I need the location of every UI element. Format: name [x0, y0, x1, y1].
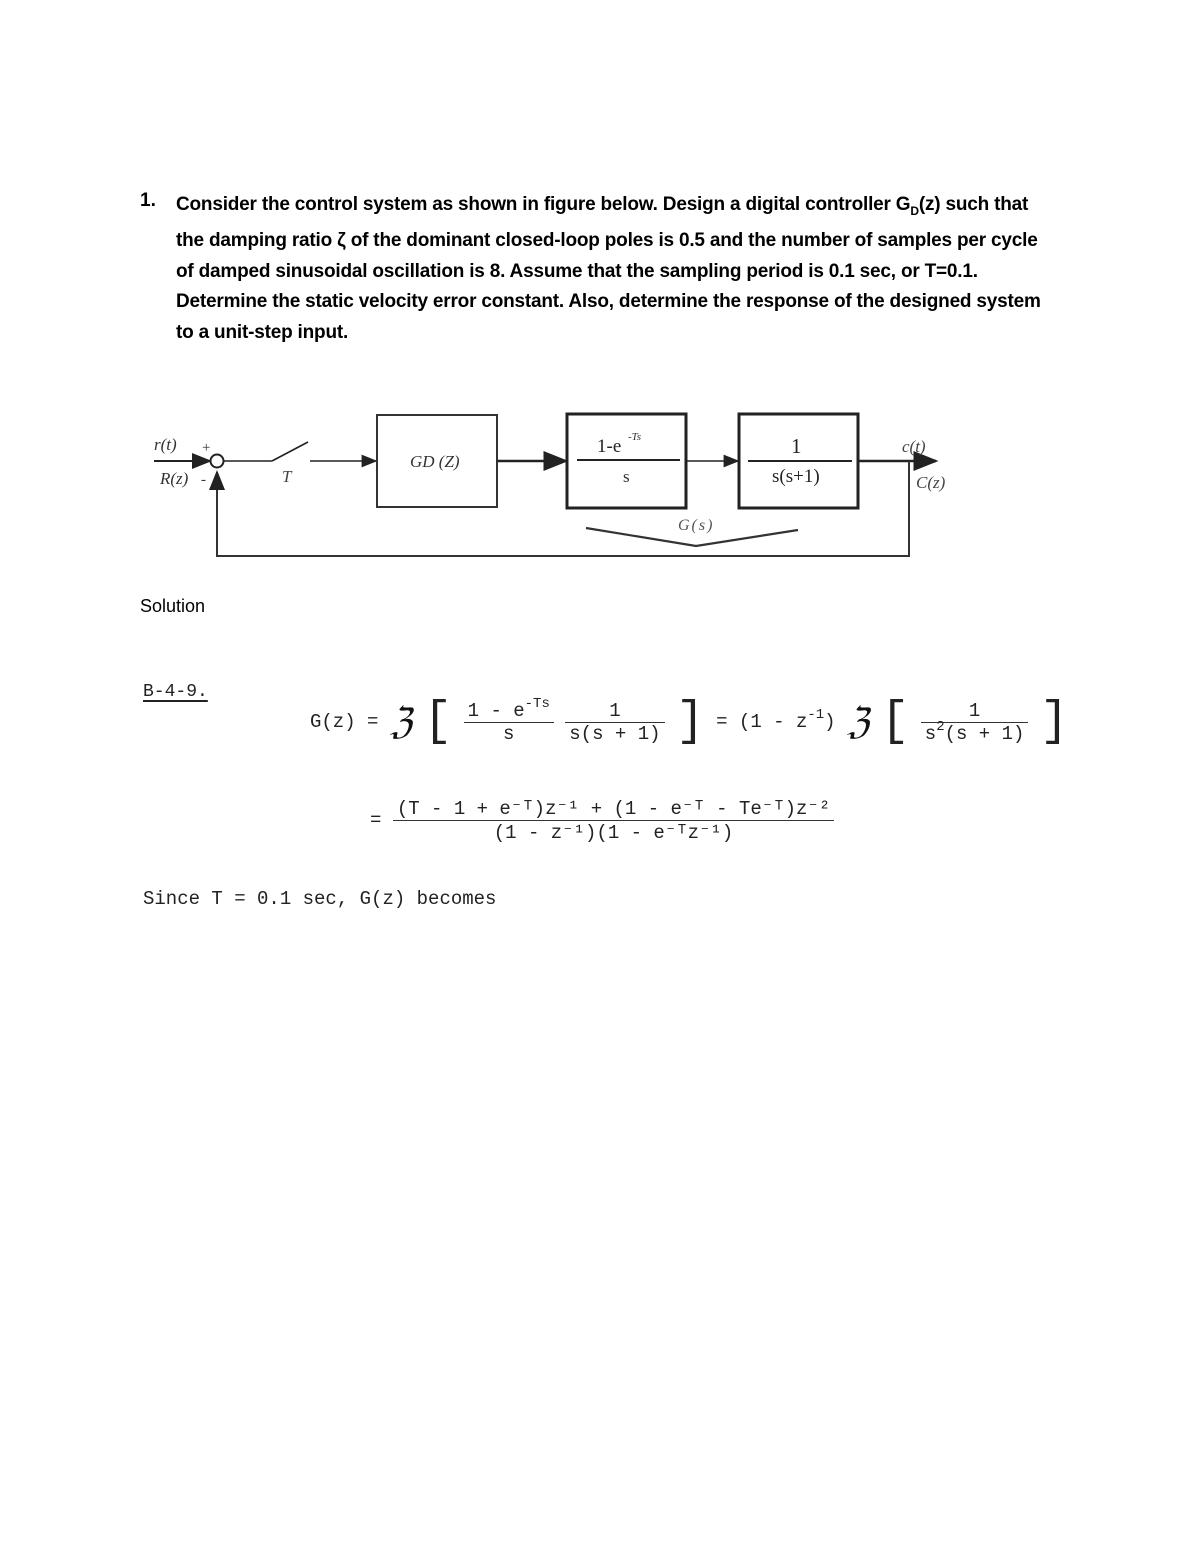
eq1-frac1-num: 1 - e — [467, 699, 525, 722]
sampler-period-label: T — [282, 467, 292, 486]
zoh-numerator-exponent: -Ts — [628, 431, 642, 443]
z-transform-symbol-2: ℨ — [846, 701, 870, 743]
problem-text — [176, 190, 1066, 348]
eq2-numerator: (T - 1 + e⁻ᵀ)z⁻¹ + (1 - e⁻ᵀ - Te⁻ᵀ)z⁻² — [393, 797, 834, 821]
eq2-equals: = — [370, 809, 382, 832]
eq1-mid-exp: -1 — [807, 707, 825, 724]
left-bracket-2: [ — [880, 695, 910, 749]
problem-line-5: to a unit-step input. — [176, 321, 349, 343]
problem-line-2: the damping ratio ζ of the dominant closed-loop poles is 0.5 and the number of samples per cycle — [176, 230, 1038, 252]
eq1-fraction-3 — [921, 700, 1029, 745]
equation-2 — [370, 797, 834, 844]
plus-sign: + — [202, 440, 211, 456]
z-transform-symbol: ℨ — [389, 701, 413, 743]
eq2-fraction — [393, 797, 834, 844]
zoh-numerator: 1-e — [597, 436, 622, 457]
controller-label: GD (Z) — [410, 452, 460, 471]
problem-line-1-subscript: D — [910, 203, 919, 218]
problem-line-4: Determine the static velocity error constant. Also, determine the response of the designed system — [176, 291, 1041, 313]
group-label: G(s) — [678, 517, 715, 534]
eq1-mid-close: ) — [824, 711, 836, 734]
summing-junction — [211, 455, 224, 468]
problem-line-1 — [176, 190, 1066, 226]
eq1-frac3-den-b: (s + 1) — [944, 722, 1025, 745]
eq1-mid: = (1 - z — [716, 711, 808, 734]
zoh-denominator: s — [623, 467, 630, 486]
problem-line-1-tail: (z) such that — [918, 194, 1029, 215]
plant-numerator: 1 — [791, 434, 802, 458]
eq1-fraction-1 — [464, 695, 554, 745]
problem-line-3: of damped sinusoidal oscillation is 8. Assume that the sampling period is 0.1 sec, or T=0.1. — [176, 260, 978, 282]
output-time-label: c(t) — [902, 437, 926, 456]
output-z-label: C(z) — [916, 473, 946, 492]
solution-label: Solution — [140, 596, 206, 616]
input-z-label: R(z) — [160, 469, 189, 488]
problem-line-1-text: Consider the control system as shown in figure below. Design a digital controller G — [176, 194, 911, 215]
since-statement: Since T = 0.1 sec, G(z) becomes — [143, 888, 497, 910]
problem-number: 1. — [140, 190, 156, 211]
equation-1 — [310, 695, 1069, 749]
right-bracket: ] — [675, 695, 705, 749]
eq1-frac2-num: 1 — [565, 700, 664, 723]
plant-denominator: s(s+1) — [772, 466, 820, 487]
block-diagram — [140, 400, 980, 570]
eq1-frac1-den: s — [503, 722, 515, 745]
eq1-frac3-den-exp: 2 — [936, 718, 945, 735]
right-bracket-2: ] — [1039, 695, 1069, 749]
eq2-denominator: (1 - z⁻¹)(1 - e⁻ᵀz⁻¹) — [493, 822, 734, 844]
reference-label: B-4-9. — [143, 682, 208, 702]
eq1-frac2-den: s(s + 1) — [569, 722, 661, 745]
eq1-frac1-num-exp: -Ts — [524, 695, 550, 712]
eq1-frac3-num: 1 — [921, 700, 1029, 723]
eq1-lhs: G(z) = — [310, 711, 379, 734]
eq1-frac3-den-a: s — [924, 722, 937, 745]
minus-sign: - — [201, 472, 206, 488]
eq1-fraction-2 — [565, 700, 664, 745]
left-bracket: [ — [423, 695, 453, 749]
input-time-label: r(t) — [154, 435, 177, 454]
sampler-switch — [272, 442, 308, 461]
